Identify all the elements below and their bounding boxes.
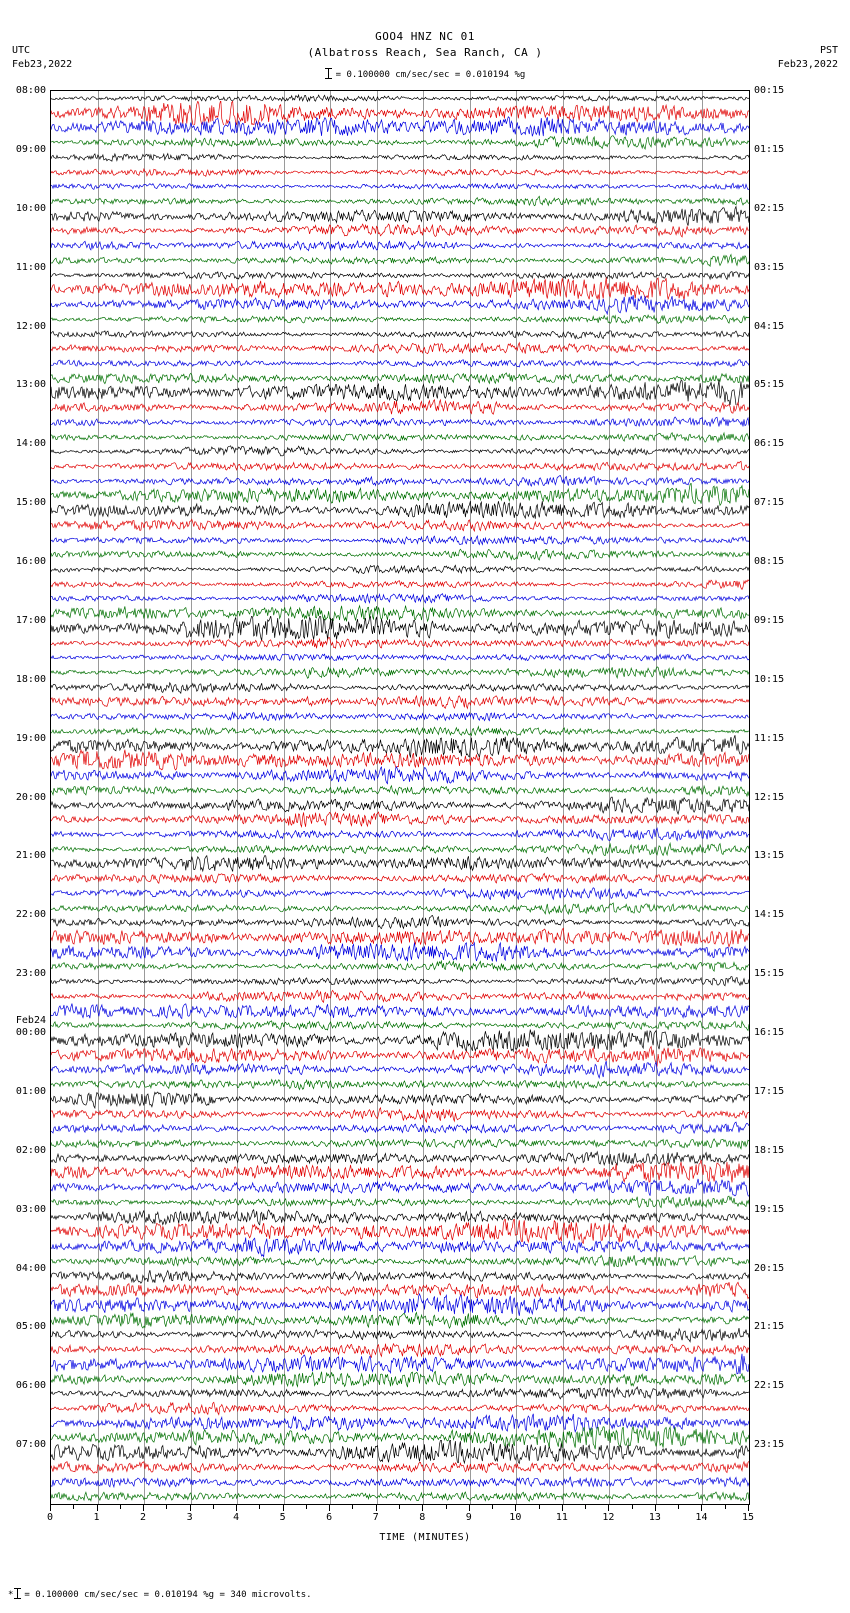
hour-label-utc: 15:00 bbox=[15, 497, 46, 509]
hour-label-utc: 10:00 bbox=[15, 202, 46, 214]
hour-label-utc: 08:00 bbox=[15, 85, 46, 96]
axis-tick-label: 7 bbox=[372, 1512, 379, 1523]
hour-label-pst: 11:15 bbox=[754, 732, 785, 744]
hour-label-pst: 21:15 bbox=[754, 1321, 785, 1333]
axis-tick-minor bbox=[306, 1505, 307, 1509]
hour-label-pst: 01:15 bbox=[754, 143, 785, 155]
hour-label-utc: 09:00 bbox=[15, 143, 46, 155]
axis-tick bbox=[422, 1505, 423, 1511]
axis-tick-label: 1 bbox=[93, 1512, 100, 1523]
footer-note bbox=[8, 1588, 312, 1600]
hour-label-pst: 03:15 bbox=[754, 261, 785, 273]
hour-label-utc: 12:00 bbox=[15, 320, 46, 332]
axis-tick-minor bbox=[492, 1505, 493, 1509]
footer-text: = 0.100000 cm/sec/sec = 0.010194 %g = 340 microvolts. bbox=[24, 1590, 312, 1600]
hour-label-pst: 07:15 bbox=[754, 497, 785, 509]
footer-scale-bar-icon bbox=[14, 1588, 21, 1599]
station-title: GOO4 HNZ NC 01 bbox=[375, 30, 475, 43]
axis-tick bbox=[655, 1505, 656, 1511]
axis-tick-label: 9 bbox=[465, 1512, 472, 1523]
hour-label-pst: 04:15 bbox=[754, 320, 785, 332]
x-axis bbox=[46, 1505, 755, 1535]
axis-tick-minor bbox=[678, 1505, 679, 1509]
hour-label-utc: 22:00 bbox=[15, 909, 46, 921]
hour-label-pst: 23:15 bbox=[754, 1439, 785, 1451]
hour-label-utc: 16:00 bbox=[15, 556, 46, 567]
axis-tick-minor bbox=[213, 1505, 214, 1509]
scale-bar-icon bbox=[325, 68, 332, 79]
station-location: (Albatross Reach, Sea Ranch, CA ) bbox=[307, 46, 543, 59]
hour-label-utc: 05:00 bbox=[15, 1321, 46, 1333]
axis-tick bbox=[748, 1505, 749, 1511]
axis-tick bbox=[190, 1505, 191, 1511]
axis-tick-minor bbox=[399, 1505, 400, 1509]
hour-label-utc: 03:00 bbox=[15, 1203, 46, 1215]
helicorder-plot bbox=[50, 90, 750, 1505]
axis-tick-label: 0 bbox=[46, 1512, 54, 1523]
axis-tick bbox=[562, 1505, 563, 1511]
axis-tick bbox=[469, 1505, 470, 1511]
hour-label-utc: 17:00 bbox=[15, 614, 46, 626]
x-axis-title: TIME (MINUTES) bbox=[379, 1532, 471, 1543]
axis-tick-minor bbox=[632, 1505, 633, 1509]
axis-tick bbox=[143, 1505, 144, 1511]
hour-label-pst: 14:15 bbox=[754, 909, 785, 921]
hour-label-utc: 01:00 bbox=[15, 1085, 46, 1097]
axis-tick-label: 4 bbox=[233, 1512, 240, 1523]
axis-tick bbox=[515, 1505, 516, 1511]
pst-tz: PST bbox=[819, 45, 838, 56]
axis-tick-label: 6 bbox=[326, 1512, 333, 1523]
hour-label-pst: 08:15 bbox=[754, 556, 785, 567]
hour-label-utc: 00:00 bbox=[15, 1027, 46, 1038]
axis-tick bbox=[283, 1505, 284, 1511]
hour-label-pst: 06:15 bbox=[754, 438, 785, 450]
axis-tick-label: 15 bbox=[741, 1512, 755, 1523]
hour-label-utc: 07:00 bbox=[15, 1439, 46, 1451]
hour-label-pst: 16:15 bbox=[754, 1027, 785, 1038]
hour-label-utc: 20:00 bbox=[15, 791, 46, 803]
utc-tz: UTC bbox=[12, 45, 31, 56]
axis-tick-minor bbox=[73, 1505, 74, 1509]
hour-label-utc: 19:00 bbox=[15, 732, 46, 744]
hour-label-utc: 13:00 bbox=[15, 379, 46, 391]
hour-label-pst: 19:15 bbox=[754, 1203, 785, 1215]
axis-tick-label: 8 bbox=[419, 1512, 426, 1523]
footer-prefix: * bbox=[8, 1590, 14, 1600]
axis-tick bbox=[97, 1505, 98, 1511]
axis-tick-minor bbox=[539, 1505, 540, 1509]
axis-tick-label: 12 bbox=[602, 1512, 615, 1523]
scale-note-text: = 0.100000 cm/sec/sec = 0.010194 %g bbox=[335, 70, 526, 80]
hour-label-utc: 11:00 bbox=[15, 261, 46, 273]
hour-label-pst: 12:15 bbox=[754, 791, 785, 803]
pst-date: Feb23,2022 bbox=[777, 59, 838, 70]
axis-tick-minor bbox=[446, 1505, 447, 1509]
axis-tick-label: 13 bbox=[648, 1512, 661, 1523]
hour-label-utc: 23:00 bbox=[15, 968, 46, 980]
hour-label-pst: 18:15 bbox=[754, 1144, 785, 1156]
seismic-trace bbox=[51, 1484, 750, 1505]
axis-tick-label: 14 bbox=[695, 1512, 708, 1523]
day-marker-label: Feb24 bbox=[15, 1015, 46, 1026]
hour-label-utc: 02:00 bbox=[15, 1144, 46, 1156]
hour-label-pst: 10:15 bbox=[754, 673, 785, 685]
axis-tick-minor bbox=[120, 1505, 121, 1509]
hour-label-pst: 22:15 bbox=[754, 1380, 785, 1392]
hour-label-pst: 00:15 bbox=[754, 85, 785, 96]
axis-tick bbox=[236, 1505, 237, 1511]
hour-label-pst: 20:15 bbox=[754, 1262, 785, 1274]
hour-label-pst: 09:15 bbox=[754, 614, 785, 626]
axis-tick-label: 2 bbox=[140, 1512, 147, 1523]
hour-label-pst: 05:15 bbox=[754, 379, 785, 391]
hour-label-pst: 02:15 bbox=[754, 202, 785, 214]
hour-label-utc: 06:00 bbox=[15, 1380, 46, 1392]
axis-tick-minor bbox=[585, 1505, 586, 1509]
axis-tick bbox=[376, 1505, 377, 1511]
hour-label-pst: 13:15 bbox=[754, 850, 785, 862]
axis-tick-label: 10 bbox=[509, 1512, 522, 1523]
axis-tick bbox=[701, 1505, 702, 1511]
axis-tick-minor bbox=[166, 1505, 167, 1509]
axis-tick-label: 3 bbox=[186, 1512, 193, 1523]
axis-tick bbox=[608, 1505, 609, 1511]
hour-label-utc: 21:00 bbox=[15, 850, 46, 862]
axis-tick bbox=[329, 1505, 330, 1511]
utc-date: Feb23,2022 bbox=[12, 59, 73, 70]
hour-label-utc: 18:00 bbox=[15, 673, 46, 685]
axis-tick bbox=[50, 1505, 51, 1511]
axis-tick-minor bbox=[259, 1505, 260, 1509]
axis-tick-label: 5 bbox=[279, 1512, 286, 1523]
hour-label-pst: 17:15 bbox=[754, 1085, 785, 1097]
axis-tick-minor bbox=[725, 1505, 726, 1509]
hour-label-pst: 15:15 bbox=[754, 968, 785, 980]
hour-label-utc: 14:00 bbox=[15, 438, 46, 450]
scale-note bbox=[0, 68, 850, 80]
hour-label-utc: 04:00 bbox=[15, 1262, 46, 1274]
axis-tick-label: 11 bbox=[555, 1512, 568, 1523]
axis-tick-minor bbox=[352, 1505, 353, 1509]
